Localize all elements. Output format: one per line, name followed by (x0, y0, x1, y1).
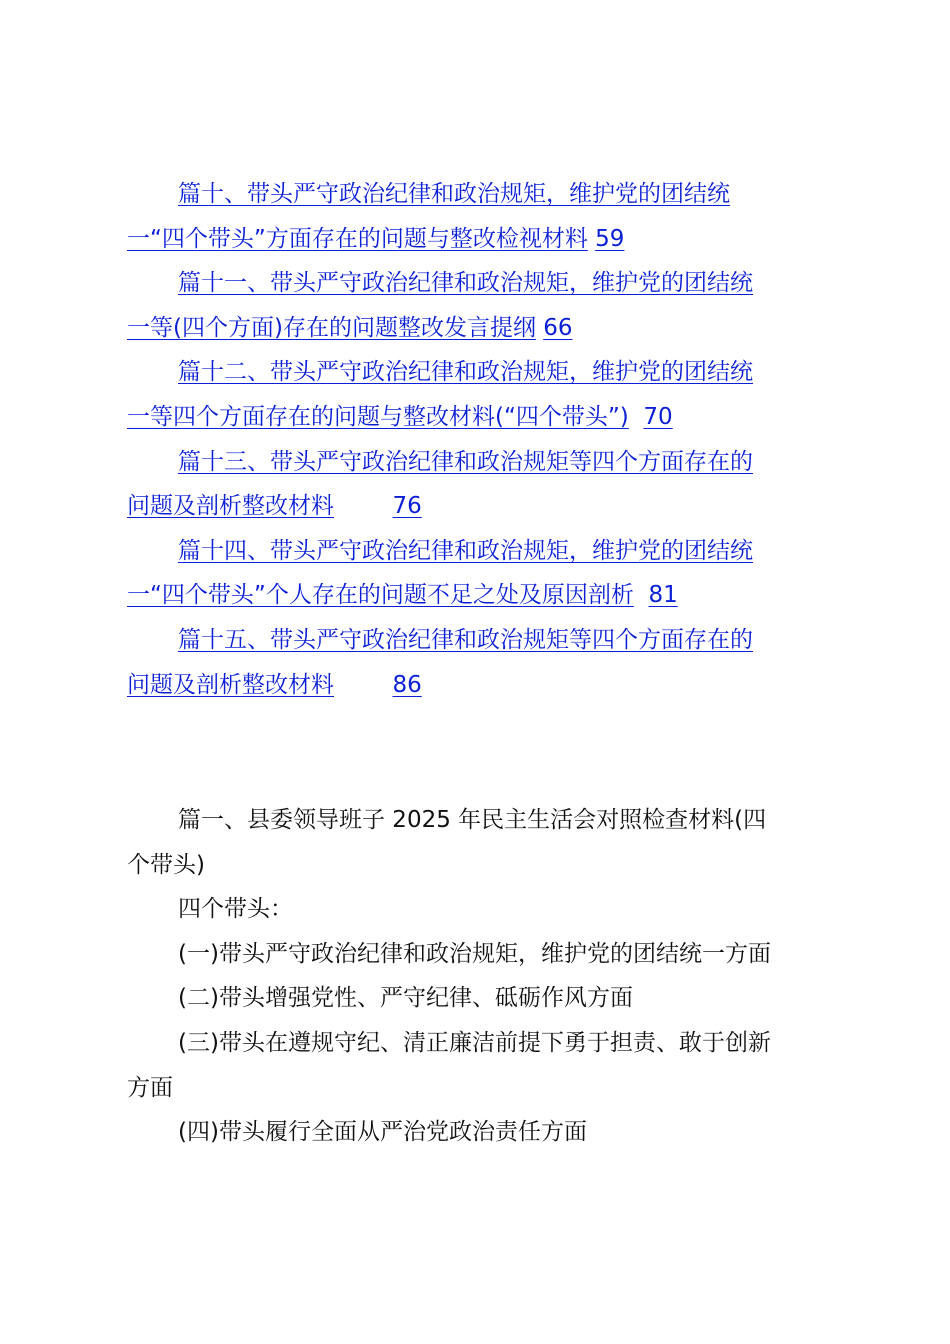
toc-entry-title-text[interactable]: 一“四个带头”方面存在的问题与整改检视材料 (127, 225, 588, 252)
toc-page-number[interactable]: 81 (648, 582, 678, 609)
toc-entry-gap (334, 484, 393, 529)
toc-entry-gap (634, 573, 649, 618)
toc-entry-gap (334, 663, 393, 708)
toc-entry[interactable] (127, 529, 827, 618)
toc-page-number[interactable]: 59 (595, 225, 625, 252)
article-title-cont: 个带头) (127, 851, 205, 878)
toc-entry-title[interactable]: 篇十三、带头严守政治纪律和政治规矩等四个方面存在的 (178, 448, 753, 475)
toc-entry-title-cont[interactable] (127, 663, 827, 708)
toc-entry-title-text[interactable]: 问题及剖析整改材料 (127, 671, 334, 698)
article-item: (一)带头严守政治纪律和政治规矩，维护党的团结统一方面 (178, 940, 771, 967)
toc-entry-title[interactable]: 篇十五、带头严守政治纪律和政治规矩等四个方面存在的 (178, 626, 753, 653)
article-subheading: 四个带头： (178, 896, 293, 923)
toc-entry[interactable] (127, 618, 827, 707)
toc-entry-title-cont[interactable] (127, 306, 827, 351)
toc-entry[interactable] (127, 350, 827, 439)
toc-entry-title-text[interactable]: 一“四个带头”个人存在的问题不足之处及原因剖析 (127, 582, 634, 609)
toc-page-number[interactable]: 66 (543, 314, 573, 341)
toc-entry-title[interactable]: 篇十二、带头严守政治纪律和政治规矩，维护党的团结统 (178, 359, 753, 386)
article-item: (四)带头履行全面从严治党政治责任方面 (178, 1119, 587, 1146)
article-item: (二)带头增强党性、严守纪律、砥砺作风方面 (178, 985, 633, 1012)
toc-entry-title-cont[interactable] (127, 573, 827, 618)
toc-page-number[interactable]: 86 (392, 671, 422, 698)
toc-entry[interactable] (127, 172, 827, 261)
toc-entry[interactable] (127, 440, 827, 529)
toc-entry-title-cont[interactable] (127, 395, 827, 440)
toc-entry-title-text[interactable]: 一等(四个方面)存在的问题整改发言提纲 (127, 314, 536, 341)
toc-entry-title-text[interactable]: 问题及剖析整改材料 (127, 493, 334, 520)
toc-entry-title[interactable]: 篇十、带头严守政治纪律和政治规矩，维护党的团结统 (178, 181, 730, 207)
article-item-cont: 方面 (127, 1074, 173, 1101)
toc-page-number[interactable]: 70 (643, 403, 673, 430)
toc-page-number[interactable]: 76 (392, 493, 422, 520)
toc-entry-title-text[interactable]: 一等四个方面存在的问题与整改材料(“四个带头”) (127, 403, 629, 430)
article-item: (三)带头在遵规守纪、清正廉洁前提下勇于担责、敢于创新 (178, 1029, 771, 1056)
table-of-contents (127, 172, 827, 707)
article-body (127, 798, 827, 1155)
toc-entry-title[interactable]: 篇十四、带头严守政治纪律和政治规矩，维护党的团结统 (178, 537, 753, 564)
toc-entry[interactable] (127, 261, 827, 350)
toc-entry-title-cont[interactable] (127, 217, 827, 262)
toc-entry-title-cont[interactable] (127, 484, 827, 529)
toc-entry-title[interactable]: 篇十一、带头严守政治纪律和政治规矩，维护党的团结统 (178, 270, 753, 297)
article-title: 篇一、县委领导班子 2025 年民主生活会对照检查材料(四 (178, 807, 767, 833)
toc-entry-gap (629, 395, 644, 440)
